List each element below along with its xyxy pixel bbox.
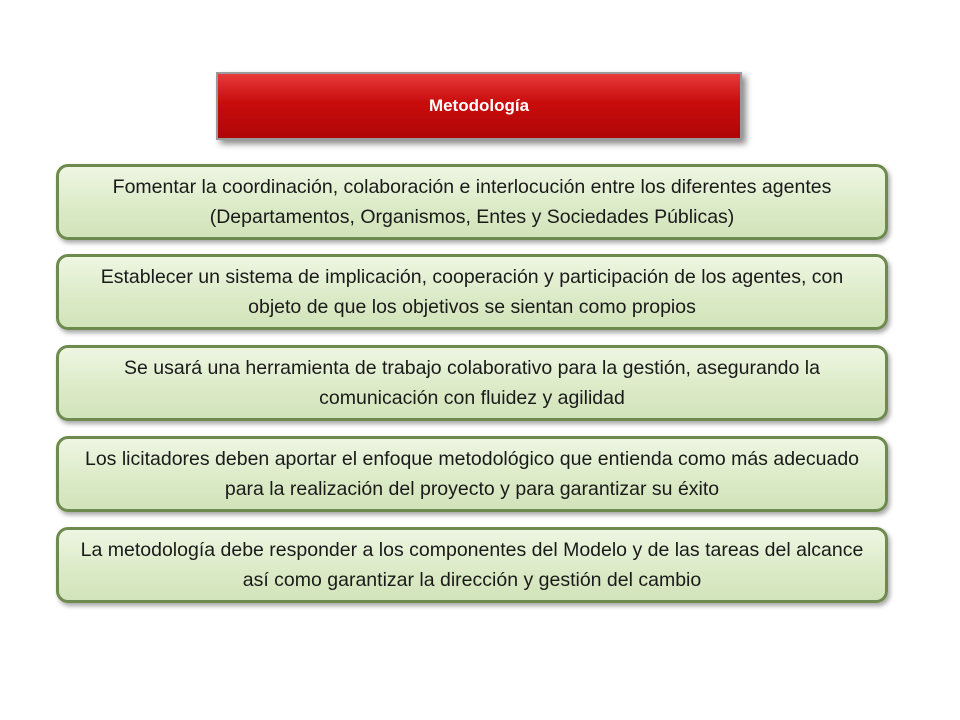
methodology-item-2: [56, 254, 888, 330]
methodology-item-4: [56, 436, 888, 512]
methodology-item-text: Se usará una herramienta de trabajo colaborativo para la gestión, asegurando la comunicación con fluidez y agilidad: [124, 357, 820, 409]
methodology-item-text: Establecer un sistema de implicación, cooperación y participación de los agentes, con objeto de que los objetivos se sientan como propios: [100, 266, 844, 318]
methodology-item-1: [56, 164, 888, 240]
methodology-item-3: [56, 345, 888, 421]
methodology-item-text: Fomentar la coordinación, colaboración e interlocución entre los diferentes agentes (Departamentos, Organismos, Entes y Sociedades Públicas): [112, 176, 832, 228]
methodology-item-text: La metodología debe responder a los componentes del Modelo y de las tareas del alcance así como garantizar la dirección y gestión del cambio: [80, 539, 864, 591]
page-title: Metodología: [428, 96, 530, 115]
methodology-item-text: Los licitadores deben aportar el enfoque metodológico que entienda como más adecuado para la realización del proyecto y para garantizar su éxito: [84, 448, 860, 500]
title-banner: [216, 72, 742, 140]
methodology-item-5: [56, 527, 888, 603]
